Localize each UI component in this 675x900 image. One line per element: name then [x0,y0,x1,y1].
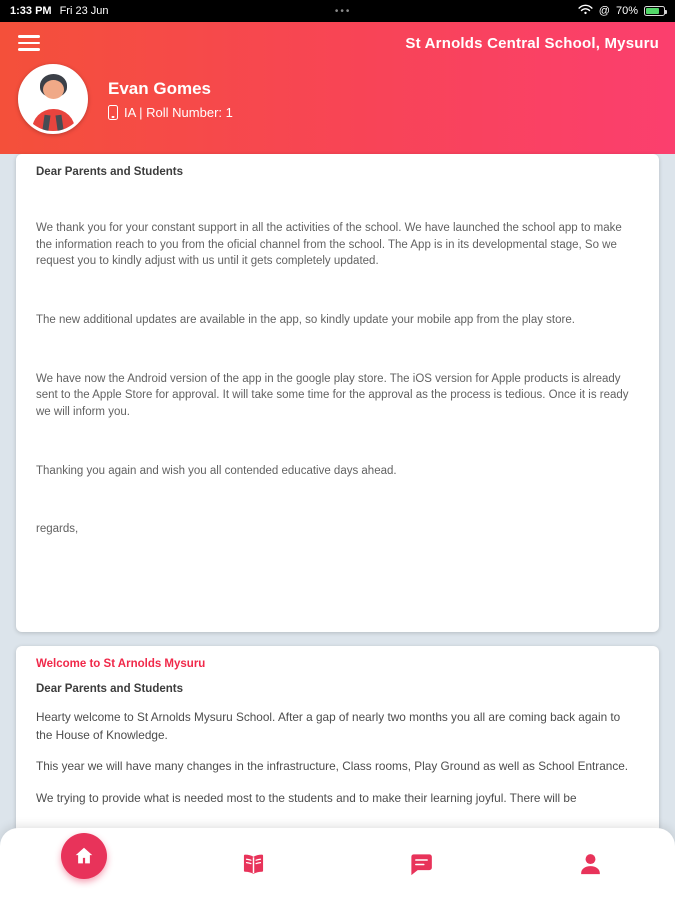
student-name: Evan Gomes [108,78,211,98]
mobile-icon [108,105,118,120]
home-icon [73,845,95,867]
profile-person-icon [577,851,604,878]
nav-messages[interactable] [338,851,507,878]
status-left [10,5,109,17]
announcement-paragraph: The new additional updates are available in the app, so kindly update your mobile app from the play store. [36,314,575,327]
home-button[interactable] [61,833,107,879]
battery-percent: 70% [615,5,638,17]
announcement-paragraph: We thank you for your constant support in all the activities of the school. We have launched the school app to make the information reach to you from the oficial channel from the school. The App is in its developmental stage, So we request you to kindly adjust with us until it gets completely updated. [36,222,622,268]
avatar-face [43,80,64,99]
wifi-icon [578,4,593,18]
class-roll-row [108,105,233,120]
status-right [578,4,665,18]
scrollable-content[interactable] [0,154,675,900]
announcement-paragraph: Hearty welcome to St Arnolds Mysuru School. After a gap of nearly two months you all are coming back again to the House of Knowledge. [36,710,621,742]
class-roll-text: IA | Roll Number: 1 [124,104,233,120]
app-header [0,22,675,154]
nav-home[interactable] [0,849,169,879]
profile-section [18,64,233,134]
page-title: St Arnolds Central School, Mysuru [405,35,659,52]
announcement-title: Welcome to St Arnolds Mysuru [36,658,206,670]
avatar-body [32,109,75,134]
nav-profile[interactable] [506,851,675,878]
announcement-card-1 [16,154,659,632]
announcement-signature: regards, [36,523,79,536]
status-date: Fri 23 Jun [59,5,109,17]
status-center-dots: ••• [334,5,352,17]
bottom-navigation [0,828,675,900]
status-time: 1:33 PM [10,5,52,17]
orientation-lock-icon: @ [598,5,610,17]
profile-text [108,79,233,120]
news-book-icon [240,851,267,878]
nav-news[interactable] [169,851,338,878]
announcement-paragraph: Thanking you again and wish you all contended educative days ahead. [36,464,397,477]
announcement-paragraph: This year we will have many changes in the infrastructure, Class rooms, Play Ground as well as School Entrance. [36,759,629,774]
chat-icon [408,851,435,878]
announcement-heading: Dear Parents and Students [36,683,183,695]
announcement-paragraph: We trying to provide what is needed most to the students and to make their learning joyful. There will be [36,791,577,806]
status-bar [0,0,675,22]
menu-hamburger-icon[interactable] [18,35,40,51]
announcement-paragraph: We have now the Android version of the app in the google play store. The iOS version for Apple products is already sent to the Apple Store for approval. It will take some time for the approval as the process is tedious. Once it is ready we will inform you. [36,372,629,419]
announcement-card-2 [16,646,659,846]
announcement-heading: Dear Parents and Students [36,166,183,178]
avatar[interactable] [18,64,88,134]
battery-icon [644,6,665,16]
